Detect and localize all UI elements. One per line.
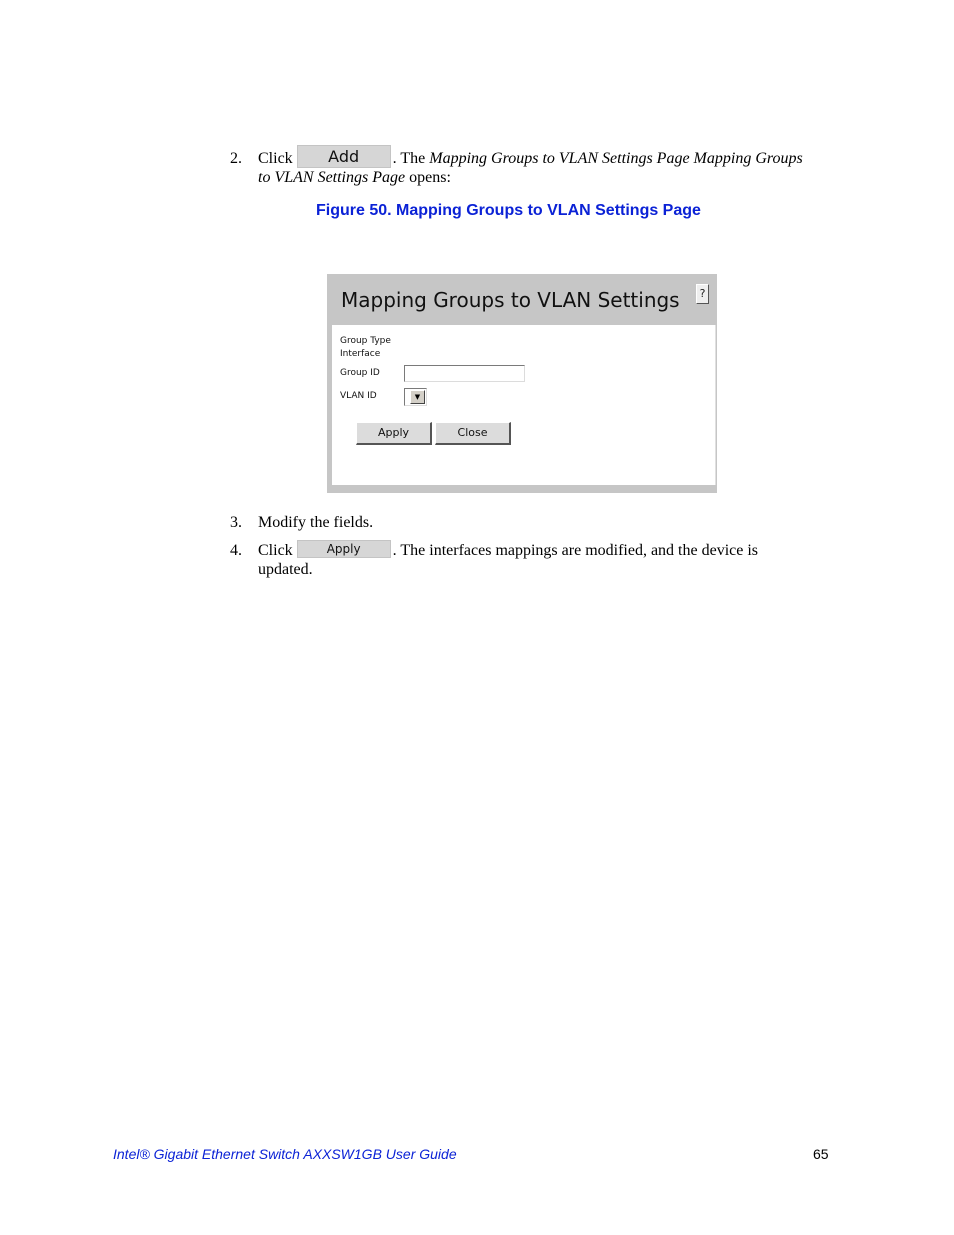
help-button[interactable]: ?	[696, 284, 709, 304]
footer-title: Intel® Gigabit Ethernet Switch AXXSW1GB User Guide	[113, 1146, 457, 1162]
step-number: 3.	[230, 514, 242, 531]
step-text-end: opens:	[405, 169, 451, 186]
step-text: . The	[392, 150, 430, 167]
dialog-title: Mapping Groups to VLAN Settings	[341, 288, 680, 312]
step-body	[258, 149, 810, 187]
page-number: 65	[813, 1146, 829, 1162]
close-button[interactable]: Close	[435, 422, 511, 445]
apply-button[interactable]: Apply	[356, 422, 432, 445]
vlan-id-label: VLAN ID	[340, 391, 377, 401]
step-number: 2.	[230, 150, 242, 167]
click-word: Click	[258, 542, 293, 559]
step-body	[258, 541, 810, 579]
page-name-italic: Mapping Groups to VLAN Settings Page Mapping Groups to VLAN Settings Page	[258, 150, 803, 186]
step-number: 4.	[230, 542, 242, 559]
group-id-input[interactable]	[404, 365, 525, 382]
vlan-id-select[interactable]	[404, 388, 427, 406]
apply-button-image: Apply	[297, 540, 391, 558]
dialog-form-panel	[332, 325, 716, 485]
step-text: Modify the fields.	[258, 514, 374, 531]
figure-caption: Figure 50. Mapping Groups to VLAN Settings Page	[316, 202, 701, 219]
group-type-label: Group Type	[340, 336, 391, 346]
add-button-image: Add	[297, 145, 391, 168]
step-text: . The interfaces mappings are modified, and the device is updated.	[258, 542, 759, 578]
settings-dialog-figure	[327, 274, 717, 493]
chevron-down-icon[interactable]: ▼	[410, 390, 425, 404]
group-type-value: Interface	[340, 349, 381, 359]
group-id-label: Group ID	[340, 368, 380, 378]
click-word: Click	[258, 150, 293, 167]
